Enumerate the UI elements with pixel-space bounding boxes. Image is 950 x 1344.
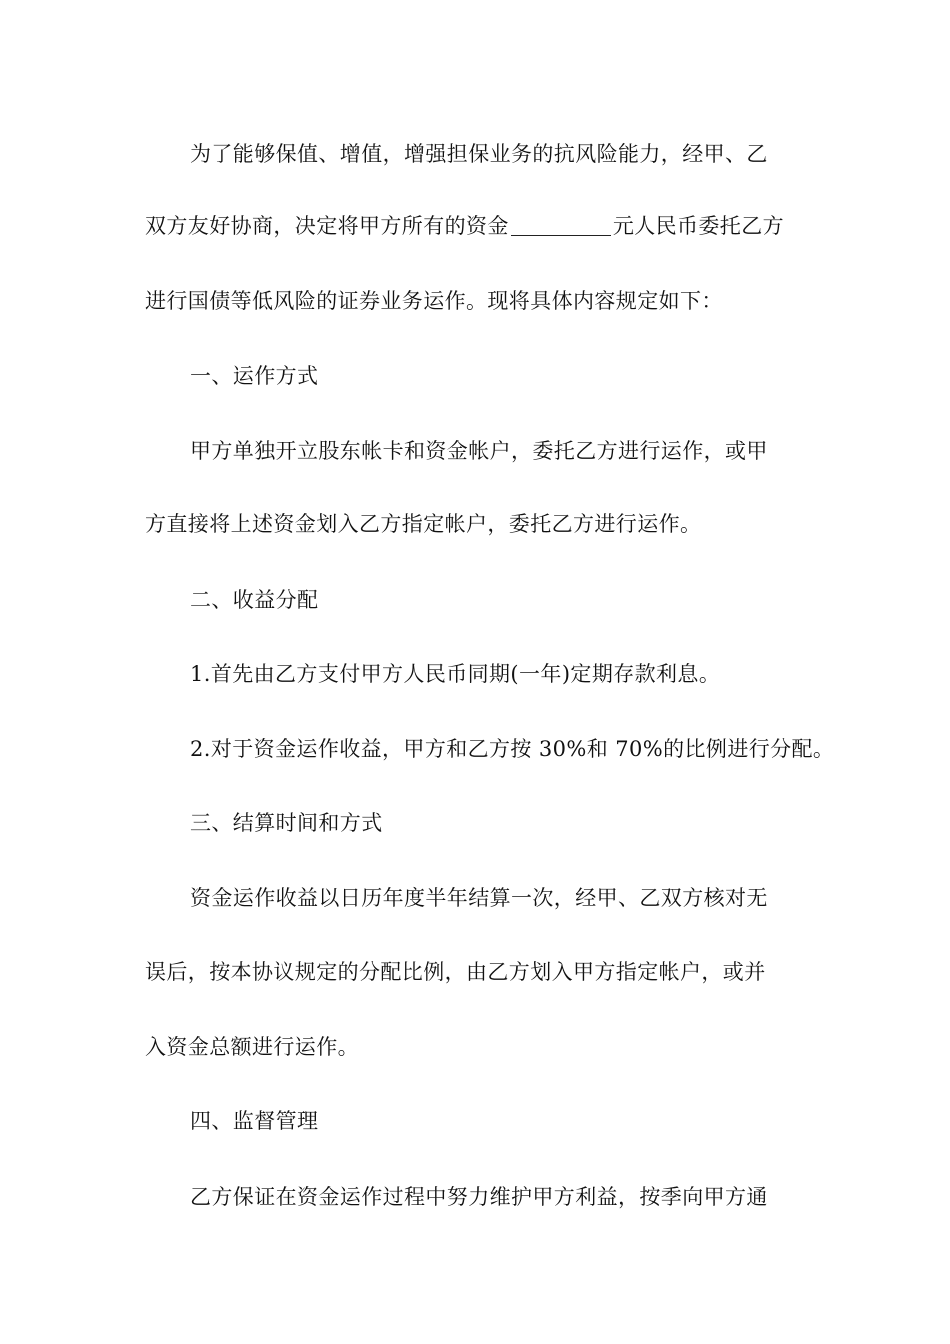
section-2-heading: 二、收益分配 — [190, 588, 319, 612]
section-3-line-3: 入资金总额进行运作。 — [145, 1035, 359, 1059]
section-3-heading: 三、结算时间和方式 — [190, 811, 383, 835]
intro-line-2-after: 元人民币委托乙方 — [612, 214, 785, 238]
intro-line-2-before: 双方友好协商，决定将甲方所有的资金 — [145, 214, 509, 238]
section-2-item-2: 2.对于资金运作收益，甲方和乙方按 30%和 70%的比例进行分配。 — [190, 737, 835, 761]
section-1-line-1: 甲方单独开立股东帐卡和资金帐户，委托乙方进行运作，或甲 — [190, 439, 768, 463]
section-2-item-1: 1.首先由乙方支付甲方人民币同期(一年)定期存款利息。 — [190, 662, 721, 686]
section-1-heading: 一、运作方式 — [190, 364, 319, 388]
section-3-line-1: 资金运作收益以日历年度半年结算一次，经甲、乙双方核对无 — [190, 886, 768, 910]
intro-line-2 — [145, 211, 784, 241]
section-4-heading: 四、监督管理 — [190, 1109, 319, 1133]
intro-line-1: 为了能够保值、增值，增强担保业务的抗风险能力，经甲、乙 — [190, 142, 768, 166]
intro-line-3: 进行国债等低风险的证券业务运作。现将具体内容规定如下： — [145, 289, 723, 313]
section-4-line-1: 乙方保证在资金运作过程中努力维护甲方利益，按季向甲方通 — [190, 1185, 768, 1209]
section-1-line-2: 方直接将上述资金划入乙方指定帐户，委托乙方进行运作。 — [145, 512, 702, 536]
section-3-line-2: 误后，按本协议规定的分配比例，由乙方划入甲方指定帐户，或并 — [145, 960, 766, 984]
amount-blank-field[interactable] — [511, 215, 611, 236]
